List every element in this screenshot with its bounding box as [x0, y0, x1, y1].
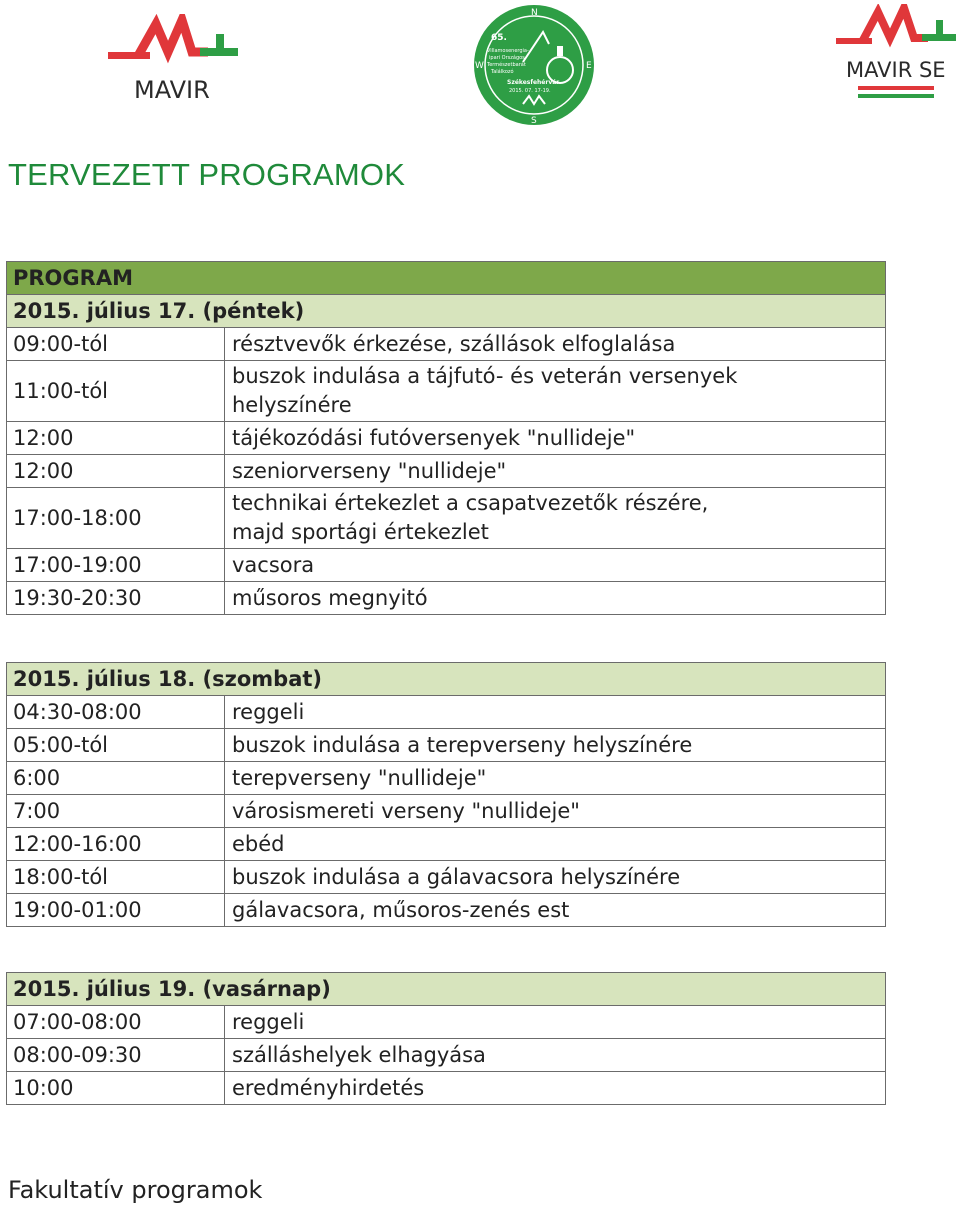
time-cell: 12:00-16:00 — [7, 828, 225, 861]
day-label: 2015. július 19. (vasárnap) — [7, 973, 886, 1006]
description-cell: vacsora — [225, 549, 886, 582]
schedule-row — [7, 729, 886, 762]
schedule-row — [7, 894, 886, 927]
program-header-row — [7, 262, 886, 295]
time-cell: 09:00-tól — [7, 328, 225, 361]
mavir-se-logo — [836, 4, 956, 104]
time-cell: 19:00-01:00 — [7, 894, 225, 927]
badge-line-7: 2015. 07. 17-19. — [509, 88, 551, 94]
mavir-se-logo-text: MAVIR SE — [846, 58, 946, 82]
time-cell: 7:00 — [7, 795, 225, 828]
time-cell: 08:00-09:30 — [7, 1039, 225, 1072]
badge-line-5: Találkozó — [491, 69, 514, 75]
day-label: 2015. július 17. (péntek) — [7, 295, 886, 328]
description-line: majd sportági értekezlet — [232, 520, 489, 544]
day-header-row — [7, 973, 886, 1006]
schedule-row — [7, 361, 886, 422]
schedule-row — [7, 1072, 886, 1105]
description-cell: városismereti verseny "nullideje" — [225, 795, 886, 828]
time-cell: 04:30-08:00 — [7, 696, 225, 729]
day-label: 2015. július 18. (szombat) — [7, 663, 886, 696]
program-header: PROGRAM — [7, 262, 886, 295]
schedule-row — [7, 762, 886, 795]
schedule-row — [7, 1006, 886, 1039]
time-cell: 17:00-19:00 — [7, 549, 225, 582]
schedule-row — [7, 582, 886, 615]
schedule-row — [7, 328, 886, 361]
optional-programs-heading: Fakultatív programok — [8, 1176, 263, 1204]
schedule-table-day-1 — [6, 261, 886, 615]
schedule-row — [7, 828, 886, 861]
page-title: TERVEZETT PROGRAMOK — [8, 157, 406, 192]
description-cell: reggeli — [225, 696, 886, 729]
time-cell: 12:00 — [7, 455, 225, 488]
description-cell: résztvevők érkezése, szállások elfoglalása — [225, 328, 886, 361]
description-cell: gálavacsora, műsoros-zenés est — [225, 894, 886, 927]
mavir-logo-text: MAVIR — [134, 76, 210, 104]
description-cell: szeniorverseny "nullideje" — [225, 455, 886, 488]
description-cell: szálláshelyek elhagyása — [225, 1039, 886, 1072]
schedule-row — [7, 1039, 886, 1072]
schedule-row — [7, 795, 886, 828]
description-line: technikai értekezlet a csapatvezetők részére, — [232, 491, 709, 515]
compass-e: E — [586, 61, 592, 71]
description-cell: buszok indulása a gálavacsora helyszínére — [225, 861, 886, 894]
compass-s: S — [531, 116, 537, 126]
time-cell: 10:00 — [7, 1072, 225, 1105]
compass-w: W — [475, 61, 484, 71]
badge-line-4: Természetbarát — [487, 62, 526, 68]
day-header-row — [7, 295, 886, 328]
time-cell: 07:00-08:00 — [7, 1006, 225, 1039]
day-header-row — [7, 663, 886, 696]
badge-line-6: Székesfehérvár — [507, 79, 560, 86]
description-line: buszok indulása a tájfutó- és veterán versenyek — [232, 364, 738, 388]
event-badge-logo — [473, 4, 595, 126]
description-cell: műsoros megnyitó — [225, 582, 886, 615]
badge-line-1: 65. — [491, 33, 507, 43]
time-cell: 17:00-18:00 — [7, 488, 225, 549]
time-cell: 05:00-tól — [7, 729, 225, 762]
mavir-logo — [108, 14, 238, 104]
description-cell: ebéd — [225, 828, 886, 861]
time-cell: 18:00-tól — [7, 861, 225, 894]
description-cell: terepverseny "nullideje" — [225, 762, 886, 795]
time-cell: 12:00 — [7, 422, 225, 455]
compass-n: N — [531, 8, 538, 18]
time-cell: 19:30-20:30 — [7, 582, 225, 615]
schedule-row — [7, 861, 886, 894]
description-cell: reggeli — [225, 1006, 886, 1039]
schedule-row — [7, 549, 886, 582]
description-cell: tájékozódási futóversenyek "nullideje" — [225, 422, 886, 455]
schedule-table-day-2 — [6, 662, 886, 927]
badge-line-3: ipari Országos — [489, 55, 525, 61]
description-cell: buszok indulása a terepverseny helyszínére — [225, 729, 886, 762]
schedule-row — [7, 696, 886, 729]
time-cell: 6:00 — [7, 762, 225, 795]
description-cell: eredményhirdetés — [225, 1072, 886, 1105]
badge-line-2: Villamosenergia- — [487, 48, 529, 54]
schedule-table-day-3 — [6, 972, 886, 1105]
schedule-row — [7, 422, 886, 455]
schedule-row — [7, 455, 886, 488]
description-cell — [225, 488, 886, 549]
schedule-row — [7, 488, 886, 549]
description-cell — [225, 361, 886, 422]
description-line: helyszínére — [232, 393, 352, 417]
time-cell: 11:00-tól — [7, 361, 225, 422]
